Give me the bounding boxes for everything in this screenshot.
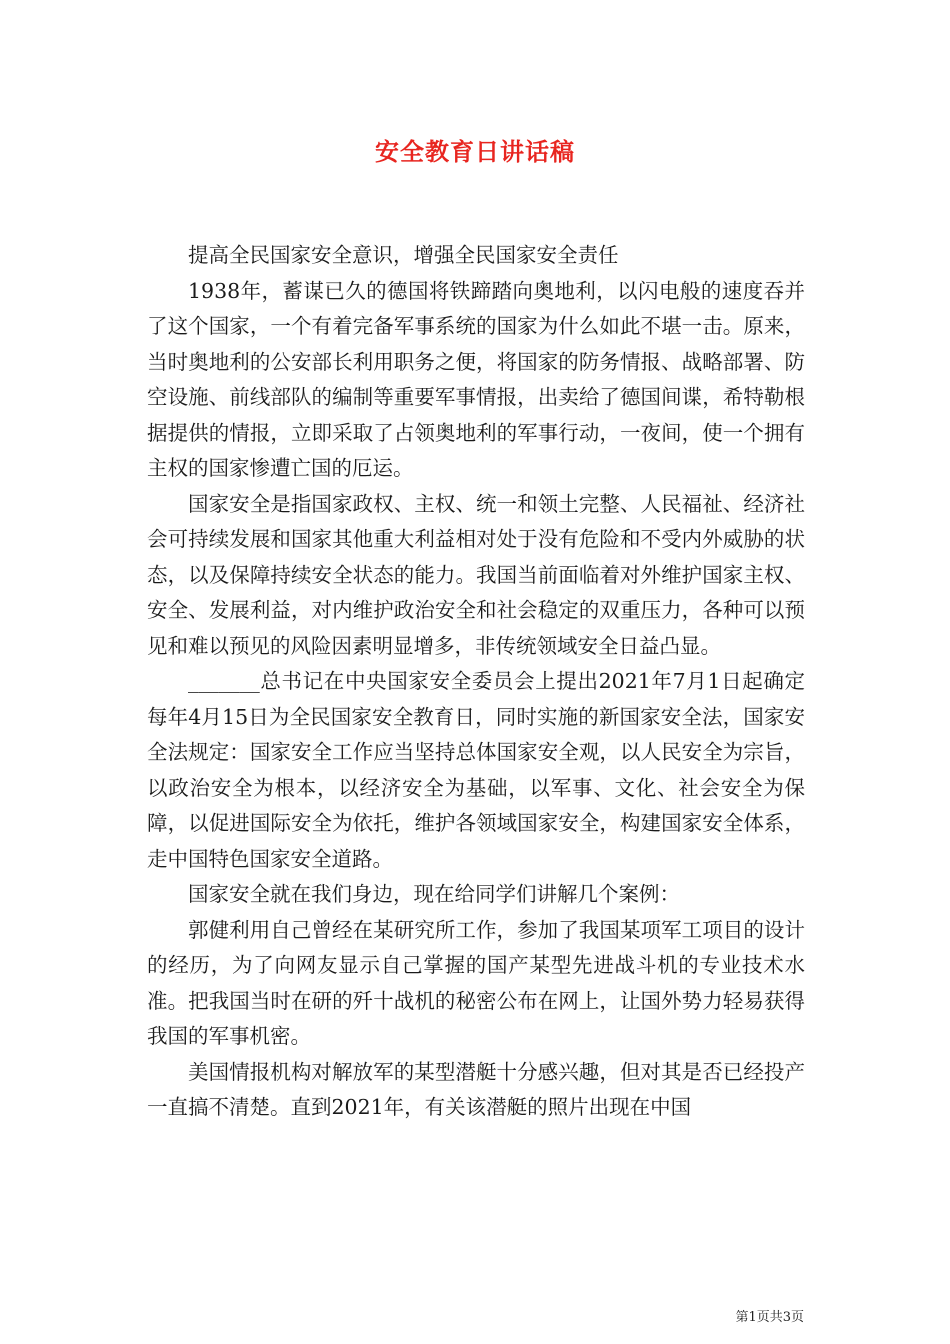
page-number: 第1页共3页 xyxy=(735,1310,804,1325)
paragraph: 1938年，蓄谋已久的德国将铁蹄踏向奥地利，以闪电般的速度吞并了这个国家，一个有着完备军事系统的国家为什么如此不堪一击。原来，当时奥地利的公安部长利用职务之便，将国家的防务情报、战略部署、防空设施、前线部队的编制等重要军事情报，出卖给了德国间谍，希特勒根据提供的情报，立即采取了占领奥地利的军事行动，一夜间，使一个拥有主权的国家惨遭亡国的厄运。 xyxy=(147,278,805,480)
document-body xyxy=(147,238,805,1126)
paragraph-subtitle: 提高全民国家安全意识，增强全民国家安全责任 xyxy=(188,243,619,267)
paragraph: _______总书记在中央国家安全委员会上提出2021年7月1日起确定每年4月15日为全民国家安全教育日，同时实施的新国家安全法，国家安全法规定：国家安全工作应当坚持总体国家安全观，以人民安全为宗旨，以政治安全为根本，以经济安全为基础，以军事、文化、社会安全为保障，以促进国际安全为依托，维护各领域国家安全，构建国家安全体系，走中国特色国家安全道路。 xyxy=(147,669,805,871)
paragraph: 美国情报机构对解放军的某型潜艇十分感兴趣，但对其是否已经投产一直搞不清楚。直到2021年，有关该潜艇的照片出现在中国 xyxy=(147,1059,805,1119)
paragraph: 国家安全就在我们身边，现在给同学们讲解几个案例： xyxy=(188,882,680,906)
document-title: 安全教育日讲话稿 xyxy=(375,137,575,166)
paragraph: 郭健利用自己曾经在某研究所工作，参加了我国某项军工项目的设计的经历，为了向网友显示自己掌握的国产某型先进战斗机的专业技术水准。把我国当时在研的歼十战机的秘密公布在网上，让国外势力轻易获得我国的军事机密。 xyxy=(147,917,805,1048)
paragraph: 国家安全是指国家政权、主权、统一和领土完整、人民福祉、经济社会可持续发展和国家其他重大利益相对处于没有危险和不受内外威胁的状态，以及保障持续安全状态的能力。我国当前面临着对外维护国家主权、安全、发展利益，对内维护政治安全和社会稳定的双重压力，各种可以预见和难以预见的风险因素明显增多，非传统领域安全日益凸显。 xyxy=(147,491,805,658)
